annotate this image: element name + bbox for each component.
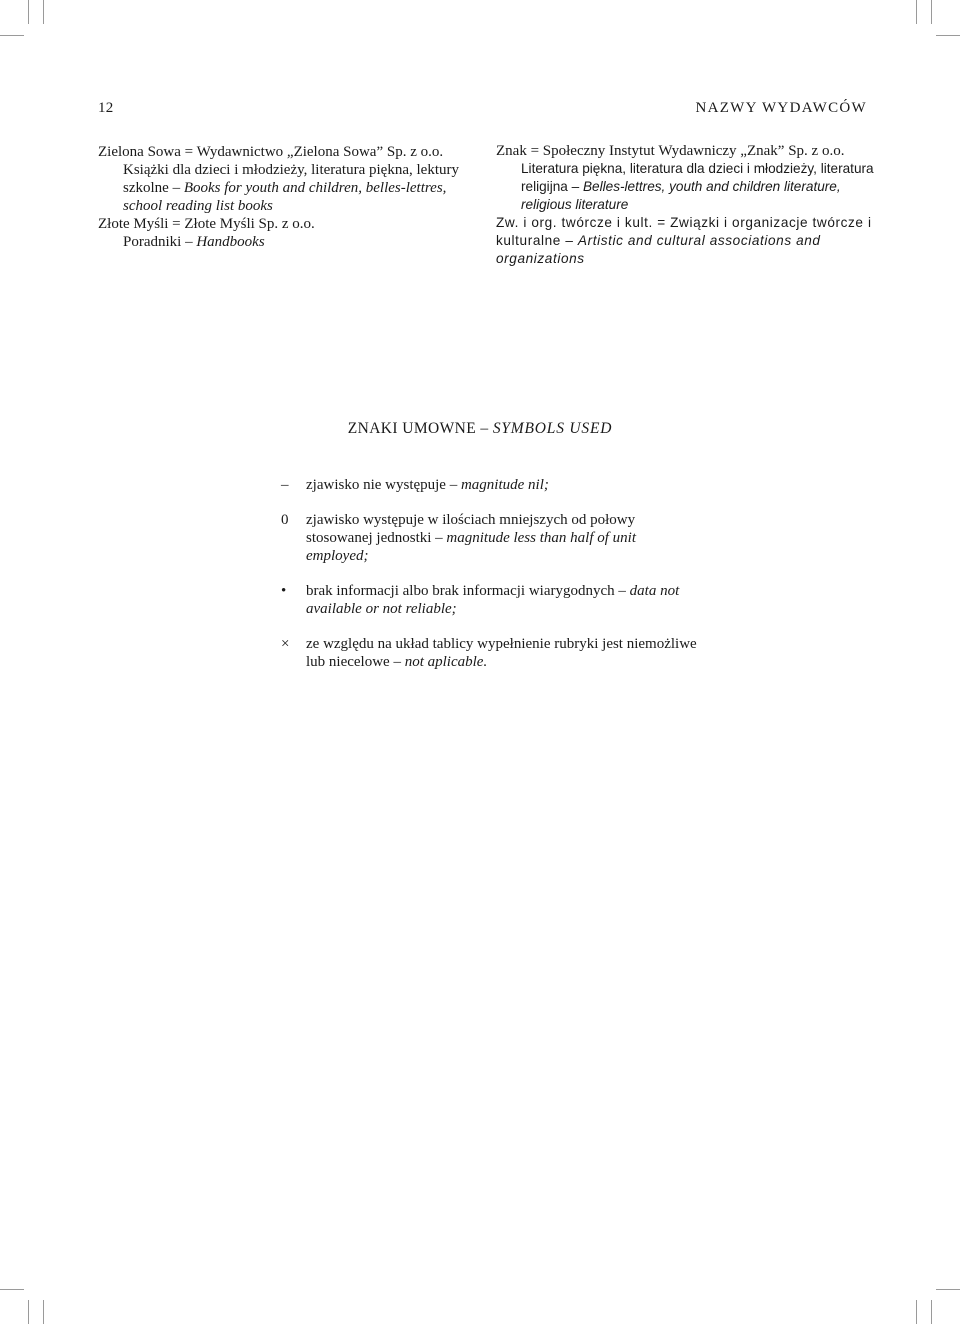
crop-mark [28,1300,29,1324]
publisher-entry [98,215,473,251]
symbol-item [278,511,698,565]
symbols-heading-pl: ZNAKI UMOWNE [347,420,477,437]
symbol-item [278,635,698,671]
crop-mark [936,1289,960,1290]
symbol-mark: • [281,583,287,599]
crop-mark [931,1300,932,1324]
publisher-description [98,161,473,215]
separator: – [571,179,580,194]
publishers-left-column [98,143,473,251]
symbol-mark: – [281,477,289,493]
symbol-mark: 0 [281,512,289,528]
crop-mark [43,0,44,24]
symbol-text-pl: zjawisko nie występuje [306,477,446,493]
description-pl: Literatura piękna, literatura dla dzieci i młodzieży, literatura religijna [521,161,874,194]
description-en: Belles-lettres, youth and children literature, religious literature [521,179,841,212]
symbols-heading [0,420,960,438]
crop-mark [916,1300,917,1324]
separator: – [435,530,443,546]
symbol-item [278,476,698,494]
crop-mark [43,1300,44,1324]
publisher-entry [496,142,876,214]
separator: – [172,180,181,196]
symbol-text-pl: ze względu na układ tablicy wypełnienie rubryki jest niemożliwe lub niecelowe [306,636,697,670]
description-en: Handbooks [196,234,265,250]
running-head: NAZWY WYDAWCÓW [695,100,867,116]
separator: – [618,583,626,599]
symbol-mark: × [281,636,290,652]
symbol-text-en: magnitude nil; [460,477,549,493]
symbol-text-pl: brak informacji albo brak informacji wiarygodnych [306,583,615,599]
description-pl: Poradniki [123,234,182,250]
separator: – [565,233,574,248]
description-en: Books for youth and children, belles-lettres, school reading list books [123,180,447,214]
publisher-description [496,160,876,214]
symbol-text-en: magnitude less than half of unit employed; [306,530,636,564]
publisher-entry [496,214,876,268]
separator: – [185,234,193,250]
symbol-text-en: not aplicable. [404,654,488,670]
page-number: 12 [98,100,114,116]
crop-mark [916,0,917,24]
crop-mark [0,35,24,36]
separator: – [449,477,458,493]
symbol-text-pl: zjawisko występuje w ilościach mniejszych od połowy stosowanej jednostki [306,512,636,546]
publisher-name: Złote Myśli = Złote Myśli Sp. z o.o. [98,216,315,232]
symbols-heading-en: SYMBOLS USED [492,420,613,437]
publisher-name: Zielona Sowa = Wydawnictwo „Zielona Sowa” Sp. z o.o. [98,144,444,160]
publisher-name: Zw. i org. twórcze i kult. = Związki i organizacje twórcze i kulturalne [496,215,872,248]
description-en: Artistic and cultural associations and organizations [496,233,821,266]
publisher-name: Znak = Społeczny Instytut Wydawniczy „Znak” Sp. z o.o. [496,143,845,159]
publisher-entry [98,143,473,215]
symbols-list [278,476,698,688]
crop-mark [28,0,29,24]
crop-mark [931,0,932,24]
crop-mark [0,1289,24,1290]
separator: – [480,420,489,437]
symbol-text-en: data not available or not reliable; [306,583,680,617]
description-pl: Książki dla dzieci i młodzieży, literatura piękna, lektury szkolne [123,162,459,196]
publisher-name-and-description [496,214,876,268]
separator: – [393,654,401,670]
crop-mark [936,35,960,36]
publisher-description [98,233,473,251]
publishers-right-column [496,142,876,268]
symbol-item [278,582,698,618]
